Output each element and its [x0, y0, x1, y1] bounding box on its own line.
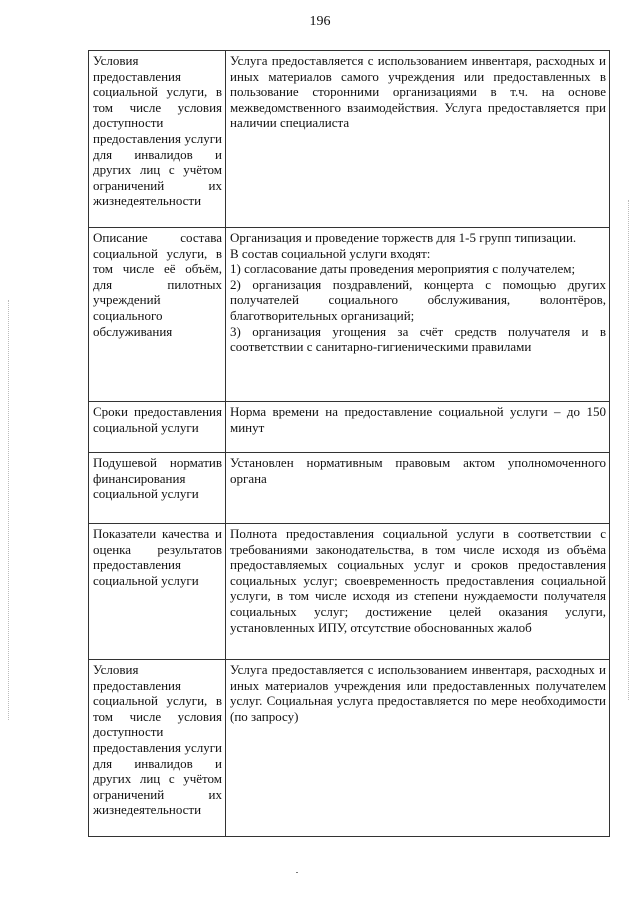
table-row [89, 228, 610, 402]
row-label: Подушевой норматив финансирования социальной услуги [89, 453, 226, 524]
row-label: Показатели качества и оценка результатов предоставления социальной услуги [89, 524, 226, 660]
scan-edge-mark [628, 200, 629, 700]
row-label: Описание состава социальной услуги, в том числе её объём, для пилотных учреждений социального обслуживания [89, 228, 226, 402]
row-content: Организация и проведение торжеств для 1-5 групп типизации. В состав социальной услуги входят: 1) согласование даты проведения мероприятия с получателем; 2) организация поздравлений, концерта с помощью других получателей социального обслуживания, волонтёров, благотворительных организаций; 3) организация угощения за счёт средств получателя и в соответствии с санитарно-гигиеническими правилами [226, 228, 610, 402]
row-label: Сроки предоставления социальной услуги [89, 402, 226, 453]
table-row [89, 660, 610, 837]
table-row [89, 51, 610, 228]
service-description-table [88, 50, 610, 837]
row-content: Установлен нормативным правовым актом уполномоченного органа [226, 453, 610, 524]
scan-edge-mark [8, 300, 9, 720]
row-label: Условия предоставления социальной услуги, в том числе условия доступности предоставления услуги для инвалидов и других лиц с учётом ограничений их жизнедеятельности [89, 51, 226, 228]
row-content: Норма времени на предоставление социальной услуги – до 150 минут [226, 402, 610, 453]
page-number: 196 [309, 14, 331, 29]
row-content: Полнота предоставления социальной услуги в соответствии с требованиями законодательства, в том числе исходя из объёма предоставляемых социальных услуг и сроков предоставления социальных услуг; своевременность предоставления социальной услуги, в том числе исходя из степени нуждаемости получателя социальных услуг; достижение целей оказания услуги, установленных ИПУ, отсутствие обоснованных жалоб [226, 524, 610, 660]
table-row [89, 402, 610, 453]
scan-speck [296, 872, 298, 873]
row-label: Условия предоставления социальной услуги, в том числе условия доступности предоставления услуги для инвалидов и других лиц с учётом ограничений их жизнедеятельности [89, 660, 226, 837]
row-content: Услуга предоставляется с использованием инвентаря, расходных и иных материалов самого учреждения или предоставленных в пользование сторонними организациями в т.ч. на основе межведомственного взаимодействия. Услуга предоставляется при наличии специалиста [226, 51, 610, 228]
table-row [89, 524, 610, 660]
row-content: Услуга предоставляется с использованием инвентаря, расходных и иных материалов учреждения или предоставленных получателем услуг. Социальная услуга предоставляется по мере необходимости (по запросу) [226, 660, 610, 837]
table-row [89, 453, 610, 524]
